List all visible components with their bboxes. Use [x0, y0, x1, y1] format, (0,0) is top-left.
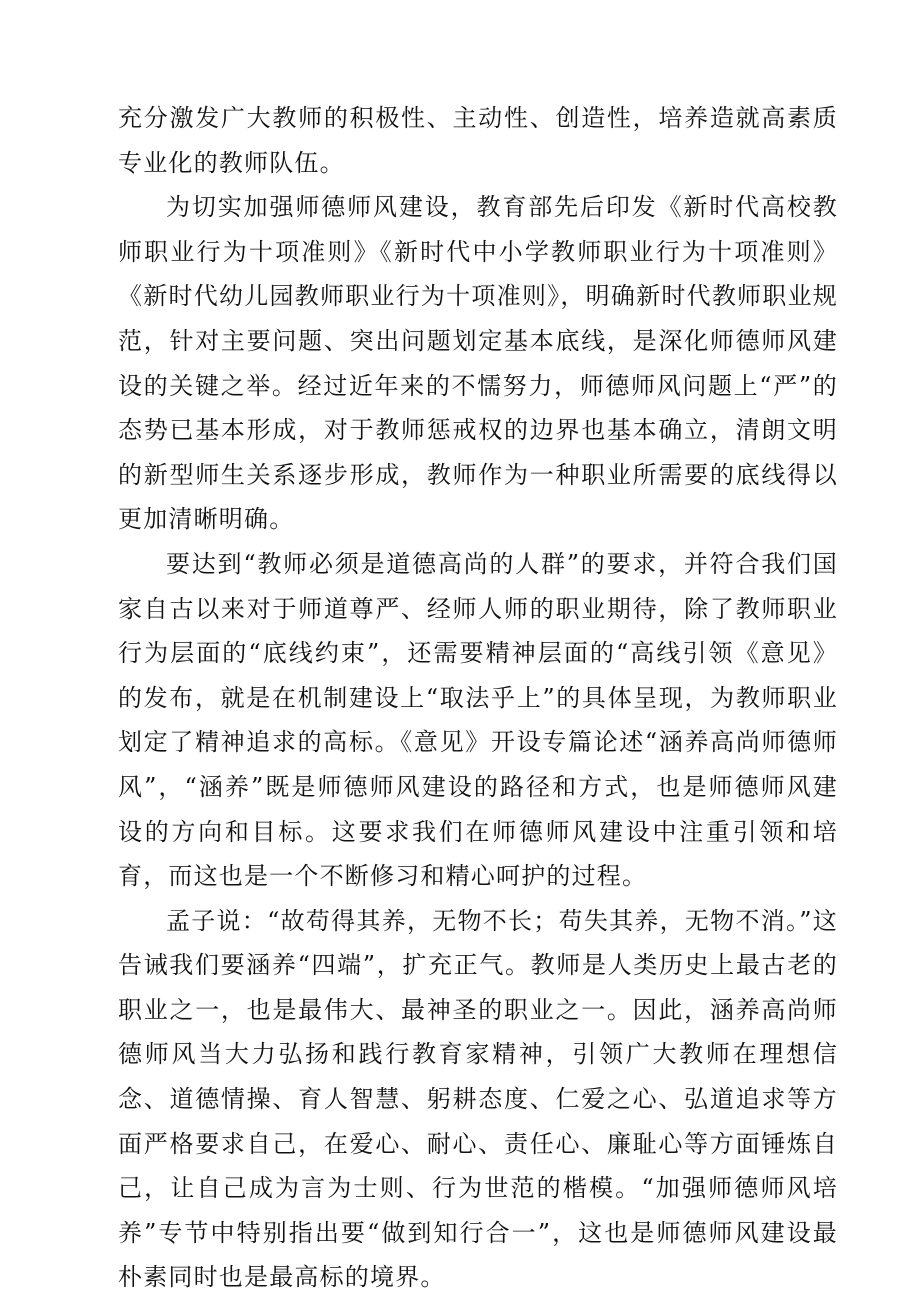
- paragraph-3: 要达到“教师必须是道德高尚的人群”的要求，并符合我们国家自古以来对于师道尊严、经师人师的职业期待，除了教师职业行为层面的“底线约束”，还需要精神层面的“高线引领《意见》的发布，就是在机制建设上“取法乎上”的具体呈现，为教师职业划定了精神追求的高标。《意见》开设专篇论述“涵养高尚师德师风”，“涵养”既是师德师风建设的路径和方式，也是师德师风建设的方向和目标。这要求我们在师德师风建设中注重引领和培育，而这也是一个不断修习和精心呵护的过程。: [118, 549, 838, 891]
- paragraph-1: 充分激发广大教师的积极性、主动性、创造性，培养造就高素质专业化的教师队伍。: [118, 104, 838, 177]
- document-body: [118, 96, 838, 1300]
- paragraph-4: 孟子说：“故苟得其养，无物不长；苟失其养，无物不消。”这告诫我们要涵养“四端”，扩充正气。教师是人类历史上最古老的职业之一，也是最伟大、最神圣的职业之一。因此，涵养高尚师德师风当大力弘扬和践行教育家精神，引领广大教师在理想信念、道德情操、育人智慧、躬耕态度、仁爱之心、弘道追求等方面严格要求自己，在爱心、耐心、责任心、廉耻心等方面锤炼自己，让自己成为言为士则、行为世范的楷模。“加强师德师风培养”专节中特别指出要“做到知行合一”，这也是师德师风建设最朴素同时也是最高标的境界。: [118, 906, 838, 1292]
- paragraph-2: 为切实加强师德师风建设，教育部先后印发《新时代高校教师职业行为十项准则》《新时代中小学教师职业行为十项准则》《新时代幼儿园教师职业行为十项准则》，明确新时代教师职业规范，针对主要问题、突出问题划定基本底线，是深化师德师风建设的关键之举。经过近年来的不懦努力，师德师风问题上“严”的态势已基本形成，对于教师惩戒权的边界也基本确立，清朗文明的新型师生关系逐步形成，教师作为一种职业所需要的底线得以更加清晰明确。: [118, 193, 838, 534]
